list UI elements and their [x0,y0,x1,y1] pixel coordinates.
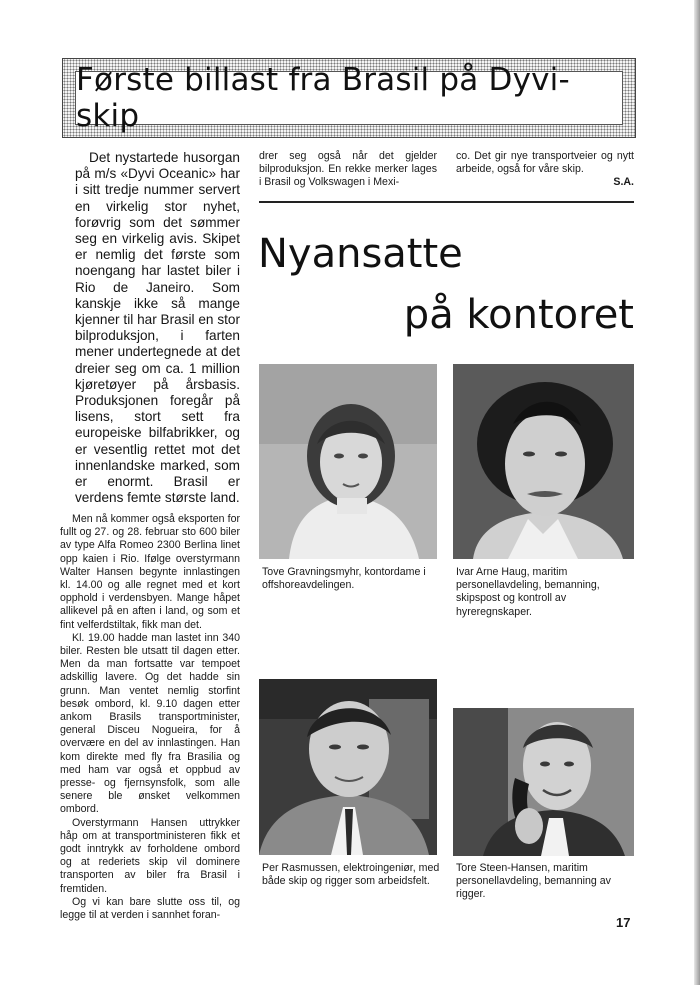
continuation-column-1: drer seg også når det gjelder bilproduksjon. En rekke merker lages i Brasil og Volkswagen i Mexi- [259,150,437,189]
headline-inner-box [75,62,623,134]
lead-text: Det nystartede husorgan på m/s «Dyvi Oceanic» har i sitt tredje nummer servert en virkelig stor nyhet, forøvrig som det sømmer seg en virkelig avis. Skipet er nemlig det første som noengang har lastet biler i Rio de Janeiro. Som kanskje ikke så mange kjenner til har Brasil en stor bilproduksjon, i farten mener undertegnede at det dreier seg om ca. 1 million kjøretøyer på årsbasis. Produksjonen foregår på lisens, stort sett fra europeiske bilfabrikker, og er vesentlig rettet mot det innenlandske marked, som er enormt. Brasil er verdens femte største land. [75,150,240,506]
article-headline: Første billast fra Brasil på Dyvi-skip [76,62,570,134]
caption-tove: Tove Gravningsmyhr, kontordame i offshoreavdelingen. [262,566,426,592]
page-number: 17 [616,915,631,930]
body-paragraph: Overstyrmann Hansen uttrykker håp om at transportministeren fikk et godt inntrykk av forholdene ombord og at rederiets skip vil dominere transporten av biler fra Brasil i fremtiden. [60,816,240,895]
portrait-photo-tore [453,708,634,856]
portrait-photo-ivar [453,364,634,559]
section-title-line1: Nyansatte [258,231,463,277]
page-edge [694,0,700,985]
body-paragraph: Kl. 19.00 hadde man lastet inn 340 biler. Resten ble utsatt til dagen etter. Men da man fortsatte var tempoet adskillig lavere. Og det hadde sin grunn. Man ventet nemlig storfint besøk ombord, kl. 9.10 dagen etter ankom Brasils transportminister, general Disceu Nogueira, for å overvære en del av innlastingen. Han kom direkte med fly fra Brasilia og med ham var også et oppbud av presse- og fjernsynsfolk, som alle senere ble ønsket velkommen ombord. [60,631,240,816]
article-body-column [60,513,240,922]
section-title-line2: på kontoret [403,292,634,338]
caption-ivar: Ivar Arne Haug, maritim personellavdeling, bemanning, skipspost og kontroll av hyreregnskaper. [456,566,600,618]
caption-tore: Tore Steen-Hansen, maritim personellavdeling, bemanning av rigger. [456,862,611,901]
portrait-photo-per [259,679,437,855]
caption-per: Per Rasmussen, elektroingeniør, med både skip og rigger som arbeidsfelt. [262,862,440,888]
headline-frame [62,58,636,138]
section-divider [259,201,634,203]
continuation-column-2 [456,150,634,190]
body-paragraph: Men nå kommer også eksporten for fullt og 27. og 28. februar sto 600 biler av type Alfa Romeo 2300 Berlina linet opp kaien i Rio. Ifølge overstyrmann Walter Hansen begynte innlastingen kl. 14.00 og alle regnet med et kort opphold i verdensbyen. Mange håpet allikevel på en aften i land, og som et fint velferdstiltak, fikk man det. [60,513,240,631]
portrait-photo-tove [259,364,437,559]
author-signature: S.A. [613,176,634,189]
lead-paragraph [75,150,240,506]
continuation-text: co. Det gir nye transportveier og nytt arbeide, også for våre skip. [456,150,634,176]
body-paragraph: Og vi kan bare slutte oss til, og legge til at verden i sannhet foran- [60,895,240,922]
